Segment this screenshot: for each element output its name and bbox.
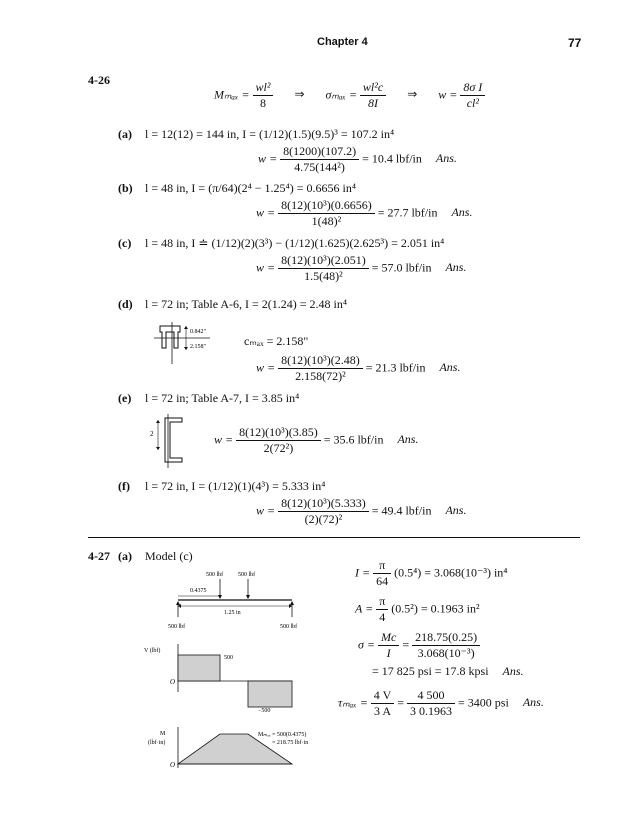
part-e-equation: w = $\frac{\text{8(12)(10³)(3.85)}}{\text{2(72²)}}$ = 35.6 lbf/in Ans. bbox=[214, 425, 419, 455]
channel-e-figure bbox=[146, 410, 194, 472]
m-axis-unit: (lbf·in) bbox=[148, 740, 166, 746]
page-number: 77 bbox=[568, 36, 582, 50]
v-axis-label: V (lbf) bbox=[144, 648, 161, 654]
part-e-label: (e) bbox=[118, 391, 132, 405]
part-d-equation: w = $\frac{\text{8(12)(10³)(2.48)}}{\text{2.158(72)²}}$ = 21.3 lbf/in Ans. bbox=[256, 353, 461, 383]
section-divider bbox=[88, 537, 580, 538]
problem-number-4-26: 4-26 bbox=[88, 73, 110, 87]
dim-0842: 0.842" bbox=[190, 329, 206, 335]
part-d-cmax: cₘₐₓ = 2.158" bbox=[244, 334, 309, 348]
part-a-text: l = 12(12) = 144 in, I = (1/12)(1.5)(9.5)³ = 107.2 in⁴ bbox=[145, 127, 395, 141]
shear-diagram bbox=[144, 644, 292, 714]
m-axis-label: M bbox=[160, 731, 166, 737]
part-b-equation: w = $\frac{\text{8(12)(10³)(0.6656)}}{\text{1(48)²}}$ = 27.7 lbf/in Ans. bbox=[256, 198, 473, 228]
chapter-header: Chapter 4 bbox=[317, 36, 368, 48]
load-1-label: 500 lbf bbox=[206, 572, 224, 578]
v-origin: O bbox=[170, 678, 176, 686]
m-origin: O bbox=[170, 761, 176, 769]
v-neg-label: −500 bbox=[258, 708, 271, 714]
part-d-label: (d) bbox=[118, 297, 133, 311]
dim-2158: 2.158" bbox=[190, 344, 206, 350]
part-b-label: (b) bbox=[118, 181, 133, 195]
loading-diagram bbox=[168, 571, 297, 630]
part-c-text: l = 48 in, I ≐ (1/12)(2)(3³) − (1/12)(1.625)(2.625³) = 2.051 in⁴ bbox=[145, 236, 445, 250]
model-label: Model (c) bbox=[145, 549, 193, 563]
part-c-label: (c) bbox=[118, 236, 132, 250]
part-f-text: l = 72 in, I = (1/12)(1)(4³) = 5.333 in⁴ bbox=[145, 479, 326, 493]
part-b-text: l = 48 in, I = (π/64)(2⁴ − 1.25⁴) = 0.6656 in⁴ bbox=[145, 181, 356, 195]
reaction-2-label: 500 lbf bbox=[280, 624, 298, 630]
part-f-label: (f) bbox=[118, 479, 130, 493]
reaction-1-label: 500 lbf bbox=[168, 624, 186, 630]
part-c-equation: w = $\frac{\text{8(12)(10³)(2.051)}}{\text{1.5(48)²}}$ = 57.0 lbf/in Ans. bbox=[256, 253, 467, 283]
moment-diagram bbox=[148, 727, 308, 769]
intro-equation: Mₘₐₓ = $\frac{\text{wl²}}{8}$ ⇒ σₘₐₓ = $\frac{\text{wl²c}}{8I}$ ⇒ w = $\frac{\text{8σ I}}{\text{cl²}}$ bbox=[214, 80, 485, 111]
m-note-2: = 218.75 lbf·in bbox=[272, 740, 309, 746]
m-note-1: Mₘₐₓ = 500(0.4375) bbox=[258, 732, 307, 738]
beam-diagrams bbox=[140, 562, 330, 772]
stress-eq: σ = $\frac{Mc}{I}$ = $\frac{218.75(0.25)}{\text{3.068(10⁻³)}}$ bbox=[358, 630, 480, 661]
part-f-equation: w = $\frac{\text{8(12)(10³)(5.333)}}{\text{(2)(72)²}}$ = 49.4 lbf/in Ans. bbox=[256, 496, 467, 526]
part-e-text: l = 72 in; Table A-7, I = 3.85 in⁴ bbox=[145, 391, 300, 405]
dim-2: 2 bbox=[150, 430, 154, 438]
area-eq: A = $\frac{\pi}{4}$ (0.5²) = 0.1963 in² bbox=[355, 594, 480, 624]
problem-number-4-27: 4-27 bbox=[88, 549, 110, 563]
dim-04375: 0.4375 bbox=[190, 588, 207, 594]
load-2-label: 500 lbf bbox=[238, 572, 256, 578]
moment-of-inertia-eq: I = $\frac{\pi}{64}$ (0.5⁴) = 3.068(10⁻³) in⁴ bbox=[355, 558, 508, 588]
shear-stress-eq: τₘₐₓ = $\frac{4 V}{3 A}$ = $\frac{4 500}{3 0.1963}$ = 3400 psi Ans. bbox=[338, 688, 544, 718]
dim-span: 1.25 in bbox=[224, 610, 241, 616]
channel-section-figure bbox=[150, 318, 225, 366]
part-a-equation: w = $\frac{8(1200)(107.2)}{\text{4.75(144²)}}$ = 10.4 lbf/in Ans. bbox=[258, 144, 457, 174]
part-a-label: (a) bbox=[118, 127, 132, 141]
part-a-427-label: (a) bbox=[118, 549, 132, 563]
stress-result: = 17 825 psi = 17.8 kpsi Ans. bbox=[372, 664, 524, 678]
part-d-text: l = 72 in; Table A-6, I = 2(1.24) = 2.48 in⁴ bbox=[145, 297, 348, 311]
v-pos-label: 500 bbox=[224, 655, 233, 661]
